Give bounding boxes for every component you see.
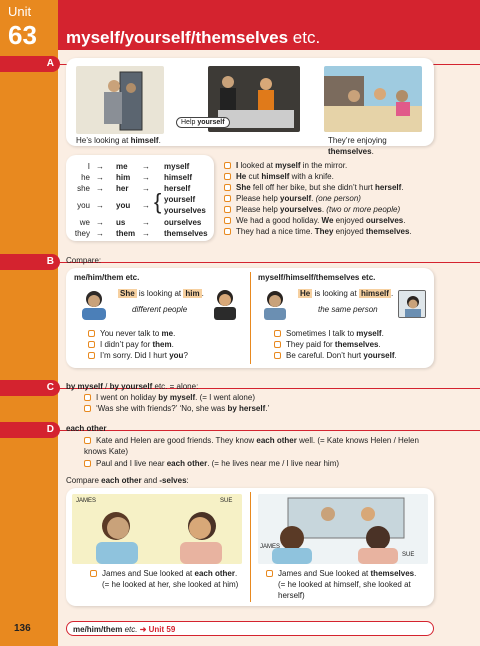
section-d-tab: D [0, 422, 60, 438]
right-note: the same person [318, 305, 378, 314]
bullet-icon [224, 184, 231, 191]
list-item: I went on holiday by myself. (= I went alone) [84, 392, 255, 403]
list-item: She fell off her bike, but she didn’t hurt herself. [224, 182, 464, 193]
right-heading: myself/himself/themselves etc. [258, 273, 376, 282]
table-row: you [77, 201, 90, 210]
james-label-left: JAMES [76, 498, 97, 504]
page-number: 136 [14, 623, 31, 634]
boy-illustration [208, 286, 242, 320]
bullet-icon [88, 330, 95, 337]
left-caption: James and Sue looked at each other. (= he looked at her, she looked at him) [90, 568, 246, 590]
left-examples [88, 328, 188, 361]
unit-box [0, 0, 58, 50]
cross-reference[interactable]: me/him/them etc. ➜ Unit 59 [66, 621, 434, 636]
mirror-illustration [76, 66, 164, 134]
compare-each-other: Compare each other and -selves: [66, 476, 189, 485]
table-row: he [81, 173, 90, 182]
left-sidebar [0, 0, 58, 646]
list-item: We had a good holiday. We enjoyed ourselves. [224, 215, 464, 226]
right-sentence: He is looking at himself . [300, 289, 394, 298]
section-a-examples [224, 160, 464, 237]
list-item: Paul and I live near each other. (= he lives near me / I live near him) [84, 458, 339, 469]
unit-word: Unit [8, 4, 32, 19]
section-a-illustrations [66, 58, 434, 156]
section-b-line [58, 262, 480, 263]
man-illustration [258, 288, 292, 320]
bullet-icon [266, 570, 273, 577]
header-bar [58, 0, 480, 50]
section-c-tab: C [0, 380, 60, 396]
list-item: ‘Was she with friends?’ ‘No, she was by herself.’ [84, 403, 269, 414]
arrow-icon: ➜ [139, 625, 147, 634]
bullet-icon [88, 341, 95, 348]
list-item: Kate and Helen are good friends. They know each other well. (= Kate knows Helen / Helen knows Kate) [84, 436, 419, 456]
brace: { [154, 189, 162, 214]
unit-number: 63 [8, 20, 37, 50]
james-label-right: JAMES [260, 544, 281, 550]
bullet-icon [224, 228, 231, 235]
list-item: Please help yourself. (one person) [224, 193, 464, 204]
bullet-icon [274, 330, 281, 337]
bullet-icon [274, 341, 281, 348]
bullet-icon [224, 162, 231, 169]
bullet-icon [84, 437, 91, 444]
bullet-icon [88, 352, 95, 359]
page-title: myself/yourself/themselves etc. [66, 28, 321, 47]
right-examples [274, 328, 397, 361]
bullet-icon [90, 570, 97, 577]
bullet-icon [224, 195, 231, 202]
table-row: they [74, 229, 90, 238]
caption-themselves: They’re enjoying themselves. [328, 136, 387, 156]
section-b-card [66, 268, 434, 368]
left-sentence: She is looking at him . [120, 289, 204, 298]
bullet-icon [224, 206, 231, 213]
list-item: They had a nice time. They enjoyed themselves. [224, 226, 464, 237]
table-row: we [79, 218, 90, 227]
beach-illustration [324, 66, 422, 132]
list-item: Be careful. Don’t hurt yourself. [274, 350, 397, 361]
mirror-reflection-illustration [398, 290, 426, 318]
table-row: she [77, 184, 90, 193]
bullet-icon [84, 394, 91, 401]
bullet-icon [84, 460, 91, 467]
pronoun-table: I → me → myself he → him → himself she → her → herself you → you → { yourself yourselves we → us → ourselves they → them → themselves [66, 155, 214, 241]
bullet-icon [274, 352, 281, 359]
divider [250, 272, 251, 364]
section-d-line [58, 430, 480, 431]
list-item: You never talk to me. [88, 328, 188, 339]
list-item: Sometimes I talk to myself. [274, 328, 397, 339]
section-b-tab: B [0, 254, 60, 270]
list-item: I looked at myself in the mirror. [224, 160, 464, 171]
bullet-icon [224, 173, 231, 180]
list-item: He cut himself with a knife. [224, 171, 464, 182]
bullet-icon [224, 217, 231, 224]
each-other-illustration [72, 494, 242, 564]
left-note: different people [132, 305, 188, 314]
girl-illustration [74, 288, 112, 320]
section-d-card [66, 488, 434, 606]
list-item: I didn’t pay for them. [88, 339, 188, 350]
divider [250, 492, 251, 602]
caption-himself: He’s looking at himself. [76, 136, 161, 145]
list-item: Please help yourselves. (two or more people) [224, 204, 464, 215]
table-row: I [87, 162, 90, 171]
list-item: I’m sorry. Did I hurt you? [88, 350, 188, 361]
sue-label-right: SUE [402, 552, 415, 558]
compare-label: Compare: [66, 256, 102, 265]
list-item: They paid for themselves. [274, 339, 397, 350]
section-a-tab: A [0, 56, 60, 72]
section-d-heading: each other [66, 424, 107, 433]
left-heading: me/him/them etc. [74, 273, 140, 282]
sue-label-left: SUE [220, 498, 233, 504]
right-caption: James and Sue looked at themselves. (= he looked at himself, she looked at herself) [266, 568, 426, 601]
section-c-heading: by myself / by yourself etc. = alone: [66, 382, 199, 391]
help-yourself-bubble: Help yourself [176, 117, 230, 128]
bullet-icon [84, 405, 91, 412]
